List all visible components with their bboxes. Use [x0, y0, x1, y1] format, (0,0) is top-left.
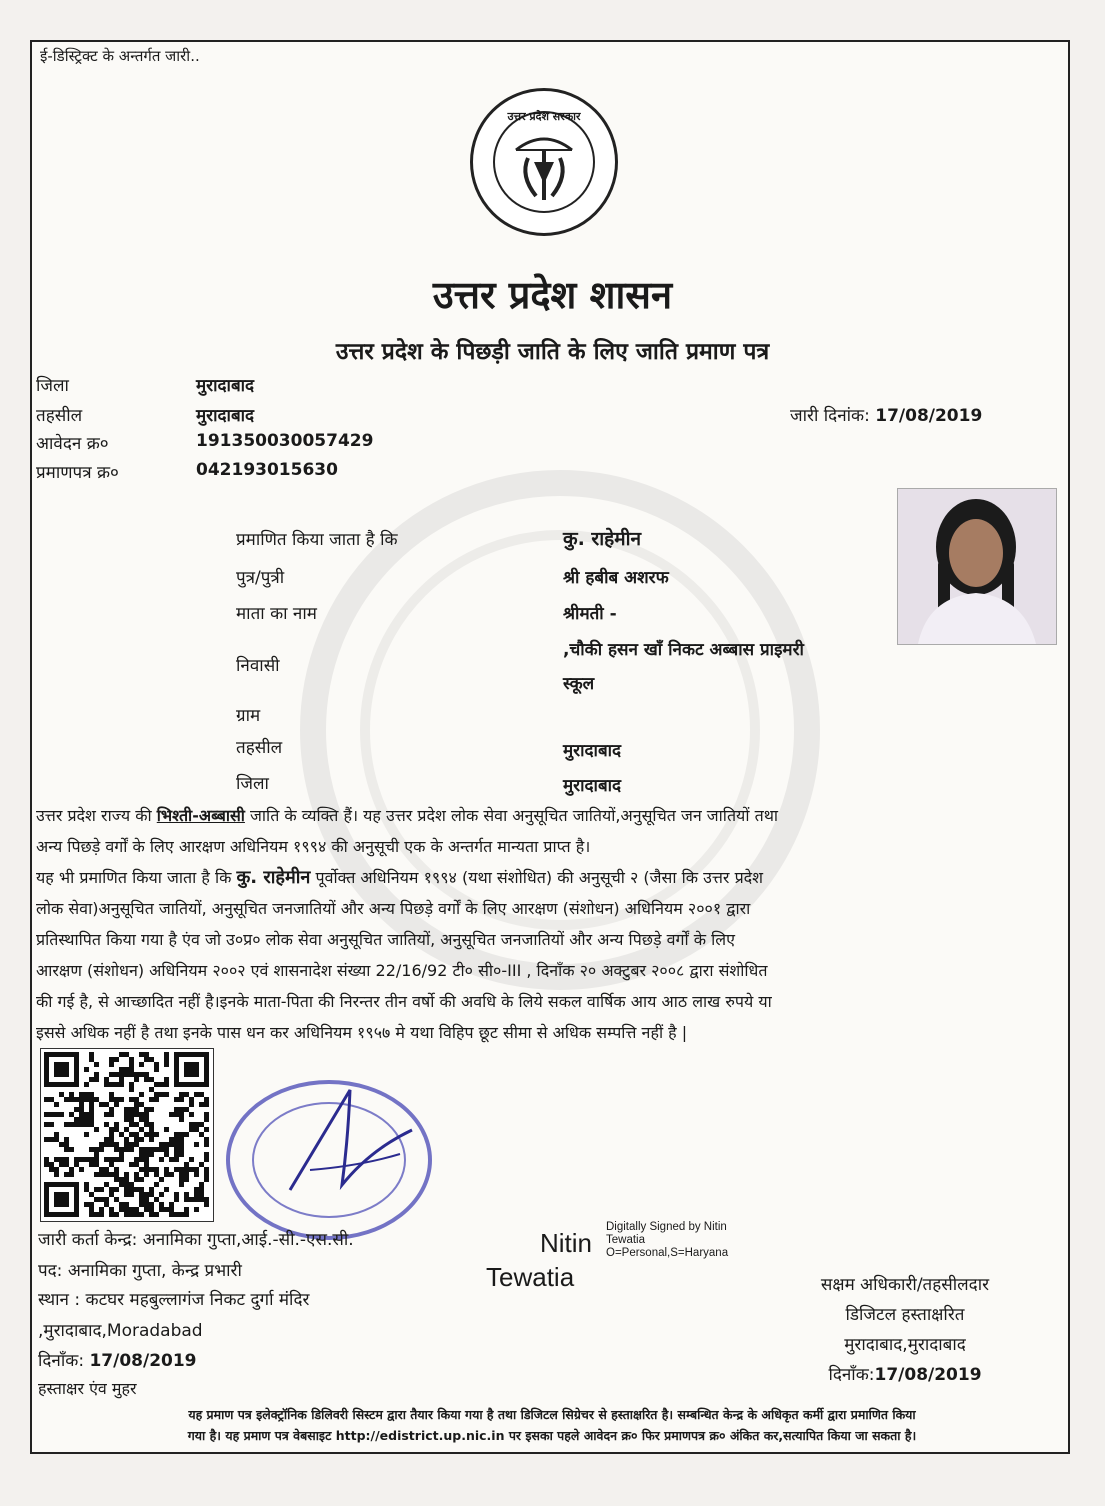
authority-date: [760, 1360, 1050, 1390]
issuer-post: पद: अनामिका गुप्ता, केन्द्र प्रभारी: [38, 1261, 242, 1281]
authority-date-value: 17/08/2019: [874, 1365, 982, 1385]
digital-sign-first: Nitin: [540, 1228, 593, 1258]
paragraph-2-line6: इससे अधिक नहीं है तथा इनके पास धन कर अधिनियम १९५७ मे यथा विहिप छूट सीमा से अधिक सम्पत्ति नहीं है |: [36, 1023, 688, 1042]
emblem-text: उत्तर प्रदेश सरकार: [507, 110, 581, 123]
sign-seal-label: हस्ताक्षर एंव मुहर: [38, 1379, 137, 1398]
paragraph-1: [36, 800, 1056, 1048]
digital-sign-line1: Digitally Signed by Nitin: [606, 1221, 727, 1233]
applicant-name: कु. राहेमीन: [563, 528, 642, 550]
district-label: जिला: [36, 376, 69, 396]
issuer-date-label: दिनाँक:: [38, 1351, 85, 1371]
p2-text-b: पूर्वोक्त अधिनियम १९९४ (यथा संशोधित) की अनुसूची २ (जैसा कि उत्तर प्रदेश: [310, 868, 764, 887]
certified-label: प्रमाणित किया जाता है कि: [236, 530, 398, 550]
child-of-label: पुत्र/पुत्री: [236, 568, 285, 588]
village-label: ग्राम: [236, 706, 261, 726]
issuer-date-value: 17/08/2019: [89, 1351, 197, 1371]
authority-title: सक्षम अधिकारी/तहसीलदार: [820, 1275, 990, 1295]
state-emblem: [470, 88, 618, 236]
mother-label: माता का नाम: [236, 604, 317, 624]
certificate-label: प्रमाणपत्र क्र०: [36, 463, 119, 483]
application-label: आवेदन क्र०: [36, 434, 109, 454]
detail-tehsil-value: मुरादाबाद: [563, 741, 622, 761]
issuer-date: [38, 1348, 197, 1371]
caste-name: भिश्ती-अब्बासी: [156, 806, 245, 825]
detail-district-value: मुरादाबाद: [563, 776, 622, 796]
authority-block: [760, 1270, 1050, 1390]
issuer-center: जारी कर्ता केन्द्र: अनामिका गुप्ता,आई.-सी.-एस.सी.: [38, 1230, 354, 1250]
issue-date-value: 17/08/2019: [875, 406, 983, 426]
tehsil-label: तहसील: [36, 406, 83, 426]
paragraph-2-line4: आरक्षण (संशोधन) अधिनियम २००२ एवं शासनादेश संख्या 22/16/92 टी० सी०-III , दिनाँक २० अक्टुबर २००८ द्वारा संशोधित: [36, 961, 768, 980]
footer-note: [40, 1404, 1064, 1446]
authority-date-label: दिनाँक:: [828, 1365, 875, 1385]
application-value: 191350030057429: [196, 431, 374, 451]
authority-place: मुरादाबाद,मुरादाबाद: [844, 1335, 966, 1355]
qr-code: [40, 1048, 214, 1222]
paragraph-2-line3: प्रतिस्थापित किया गया है एंव जो उ०प्र० लोक सेवा अनुसूचित जातियों, अनुसूचित जनजातियों और अन्य पिछड़े वर्गों के लिए: [36, 930, 735, 949]
resident-line2: स्कूल: [563, 674, 595, 694]
issuer-place: स्थान : कटघर महबुल्लागंज निकट दुर्गा मंदिर: [38, 1290, 310, 1310]
resident-label: निवासी: [236, 656, 280, 676]
certificate-value: 042193015630: [196, 460, 338, 480]
p1-text-b: जाति के व्यक्ति हैं। यह उत्तर प्रदेश लोक सेवा अनुसूचित जातियों,अनुसूचित जन जातियों तथा: [244, 806, 779, 825]
p1-text-a: उत्तर प्रदेश राज्य की: [36, 806, 157, 825]
paragraph-2-line5: की गई है, से आच्छादित नहीं है।इनके माता-पिता की निरन्तर तीन वर्षो की अवधि के लिये सकल वार्षिक आय आठ लाख रुपये या: [36, 992, 772, 1011]
paragraph-2-line2: लोक सेवा)अनुसूचित जातियों, अनुसूचित जनजातियों और अन्य पिछड़े वर्गों के लिए आरक्षण (संशोधन) अधिनियम २००१ द्वारा: [36, 899, 751, 918]
page-title: उत्तर प्रदेश शासन: [432, 273, 673, 317]
detail-tehsil-label: तहसील: [236, 738, 283, 758]
applicant-photo: [897, 488, 1057, 645]
tehsil-value: मुरादाबाद: [196, 406, 255, 426]
footer-line2: गया है। यह प्रमाण पत्र वेबसाइट http://edistrict.up.nic.in पर इसका पहले आवेदन क्र० फिर प्रमाणपत्र क्र० अंकित कर,सत्यापित किया जा सकता है।: [187, 1428, 917, 1443]
digital-sign-details: [606, 1221, 728, 1260]
detail-district-label: जिला: [236, 774, 269, 794]
paragraph-1-line1: [36, 800, 1056, 831]
district-value: मुरादाबाद: [196, 376, 255, 396]
issue-date: [790, 403, 982, 426]
resident-line1: ,चौकी हसन खाँ निकट अब्बास प्राइमरी: [563, 640, 804, 660]
mother-name: श्रीमती -: [563, 604, 617, 624]
digital-sign-last: Tewatia: [486, 1262, 575, 1292]
p2-applicant-name: कु. राहेमीन: [236, 867, 311, 888]
paragraph-1-line2: अन्य पिछड़े वर्गों के लिए आरक्षण अधिनियम १९९४ की अनुसूची एक के अन्तर्गत मान्यता प्राप्त है।: [36, 837, 591, 856]
page-subtitle: उत्तर प्रदेश के पिछड़ी जाति के लिए जाति प्रमाण पत्र: [335, 339, 770, 365]
top-note: ई-डिस्ट्रिक्ट के अन्तर्गत जारी..: [40, 47, 200, 65]
issuer-place2: ,मुरादाबाद,Moradabad: [38, 1321, 203, 1341]
issue-date-label: जारी दिनांक:: [790, 406, 870, 426]
footer-line1: यह प्रमाण पत्र इलेक्ट्रॉनिक डिलिवरी सिस्टम द्वारा तैयार किया गया है तथा डिजिटल सिग्रेचर से हस्ताक्षरित है। सम्बन्धित केन्द्र के अधिकृत कर्मी द्वारा प्रमाणित किया: [188, 1407, 916, 1422]
signature-mark: [280, 1070, 420, 1210]
paragraph-2-line1: [36, 862, 1056, 893]
authority-signed: डिजिटल हस्ताक्षरित: [845, 1305, 965, 1325]
digital-sign-line2: Tewatia: [606, 1234, 645, 1246]
digital-sign-line3: O=Personal,S=Haryana: [606, 1247, 729, 1259]
father-name: श्री हबीब अशरफ: [563, 568, 669, 588]
p2-text-a: यह भी प्रमाणित किया जाता है कि: [36, 868, 237, 887]
